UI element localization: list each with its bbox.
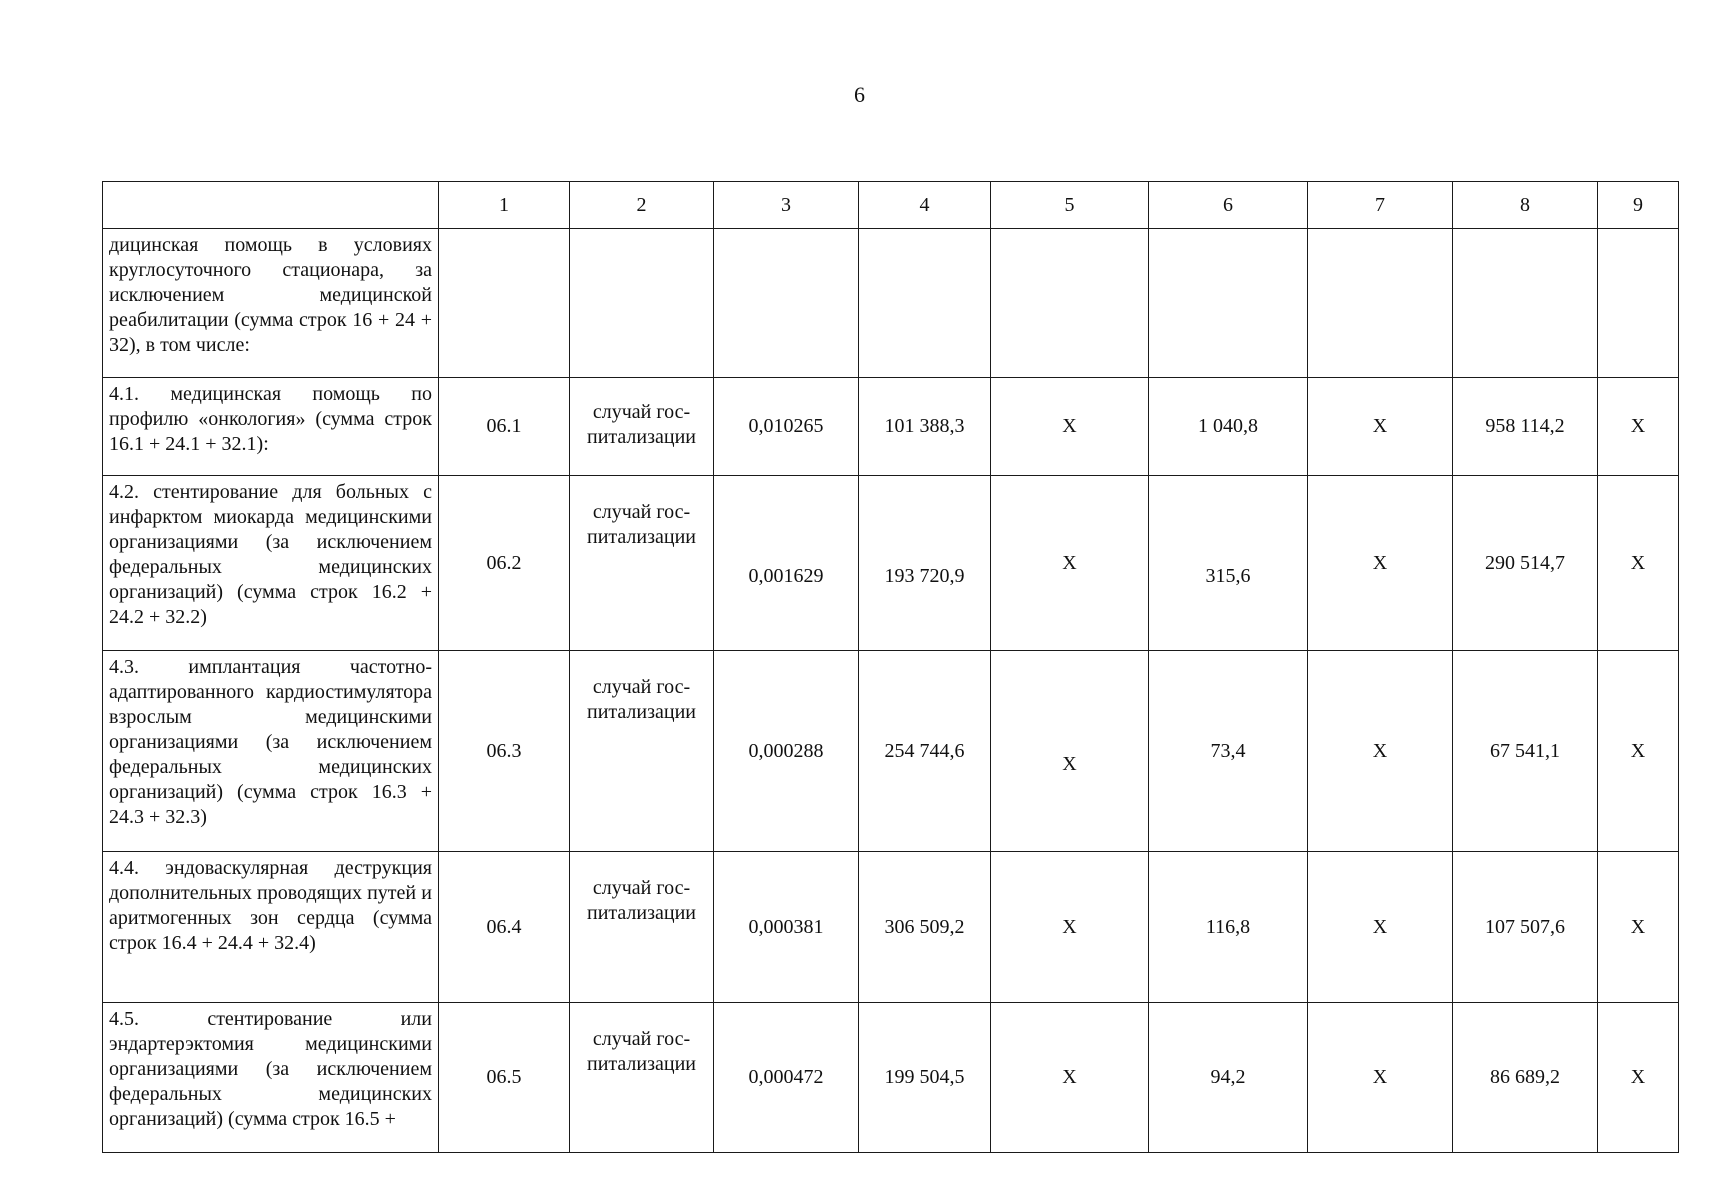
row-code-cell: 06.3 <box>439 651 570 852</box>
row-col7-cell <box>1308 229 1453 378</box>
column-header: 7 <box>1308 182 1453 229</box>
column-header: 2 <box>570 182 714 229</box>
row-unit-text: случай гос- питализации <box>586 501 696 548</box>
row-norm-cell: 0,001629 <box>714 476 859 651</box>
row-col9-cell <box>1598 229 1679 378</box>
row-col7-cell: X <box>1308 852 1453 1003</box>
row-col5-cell: X <box>991 378 1149 476</box>
row-code-cell <box>439 229 570 378</box>
table-row <box>103 1003 1679 1153</box>
row-col7-cell: X <box>1308 1003 1453 1153</box>
column-header: 6 <box>1149 182 1308 229</box>
row-unit-cell <box>570 476 714 651</box>
row-name-cell: 4.5. стентирование или эндартерэктомия медицинскими организациями (за исключением федеральных медицинских организаций) (сумма строк 16.5 + <box>103 1003 439 1153</box>
row-col5-cell: X <box>991 852 1149 1003</box>
row-col6-cell: 116,8 <box>1149 852 1308 1003</box>
row-norm-cell <box>714 229 859 378</box>
row-unit-text: случай гос- питализации <box>586 676 696 723</box>
column-header: 1 <box>439 182 570 229</box>
table-row <box>103 651 1679 852</box>
row-col7-cell: X <box>1308 476 1453 651</box>
row-col7-cell: X <box>1308 378 1453 476</box>
row-col8-cell: 958 114,2 <box>1453 378 1598 476</box>
row-unit-cell <box>570 651 714 852</box>
row-unit-cell <box>570 1003 714 1153</box>
row-col6-cell <box>1149 229 1308 378</box>
row-name-cell: 4.1. медицинская помощь по профилю «онкология» (сумма строк 16.1 + 24.1 + 32.1): <box>103 378 439 476</box>
row-cost-cell: 101 388,3 <box>859 378 991 476</box>
row-unit-cell <box>570 378 714 476</box>
row-cost-cell: 254 744,6 <box>859 651 991 852</box>
row-name-cell: 4.4. эндоваскулярная деструкция дополнительных проводящих путей и аритмогенных зон сердца (сумма строк 16.4 + 24.4 + 32.4) <box>103 852 439 1003</box>
table-row <box>103 229 1679 378</box>
row-col8-cell: 67 541,1 <box>1453 651 1598 852</box>
table-row <box>103 476 1679 651</box>
row-col9-cell: X <box>1598 651 1679 852</box>
table-row <box>103 378 1679 476</box>
row-code-cell: 06.1 <box>439 378 570 476</box>
row-col6-cell: 1 040,8 <box>1149 378 1308 476</box>
row-name-cell: дицинская помощь в условиях круглосуточного стационара, за исключением медицинской реабилитации (сумма строк 16 + 24 + 32), в том числе: <box>103 229 439 378</box>
row-norm-cell: 0,000288 <box>714 651 859 852</box>
row-name-cell: 4.3. имплантация частотно-адаптированного кардиостимулятора взрослым медицинскими организациями (за исключением федеральных медицинских организаций) (сумма строк 16.3 + 24.3 + 32.3) <box>103 651 439 852</box>
row-cost-cell <box>859 229 991 378</box>
row-col5-cell: X <box>991 476 1149 651</box>
row-code-cell: 06.2 <box>439 476 570 651</box>
row-col8-cell: 86 689,2 <box>1453 1003 1598 1153</box>
column-header: 8 <box>1453 182 1598 229</box>
column-header: 3 <box>714 182 859 229</box>
row-col9-cell: X <box>1598 378 1679 476</box>
row-cost-cell: 199 504,5 <box>859 1003 991 1153</box>
column-header: 5 <box>991 182 1149 229</box>
row-cost-cell: 306 509,2 <box>859 852 991 1003</box>
row-col8-cell: 290 514,7 <box>1453 476 1598 651</box>
row-code-cell: 06.5 <box>439 1003 570 1153</box>
row-cost-cell: 193 720,9 <box>859 476 991 651</box>
row-col8-cell: 107 507,6 <box>1453 852 1598 1003</box>
row-unit-cell <box>570 852 714 1003</box>
row-col9-cell: X <box>1598 476 1679 651</box>
row-col8-cell <box>1453 229 1598 378</box>
row-unit-text: случай гос- питализации <box>586 401 696 448</box>
row-unit-text: случай гос- питализации <box>586 1028 696 1075</box>
data-table <box>102 181 1679 1153</box>
row-col9-cell: X <box>1598 1003 1679 1153</box>
row-col9-cell: X <box>1598 852 1679 1003</box>
column-header: 4 <box>859 182 991 229</box>
row-col5-cell: X <box>991 651 1149 852</box>
row-unit-cell <box>570 229 714 378</box>
row-code-cell: 06.4 <box>439 852 570 1003</box>
row-col6-cell: 94,2 <box>1149 1003 1308 1153</box>
table-header-row <box>103 182 1679 229</box>
row-col6-cell: 315,6 <box>1149 476 1308 651</box>
row-norm-cell: 0,000381 <box>714 852 859 1003</box>
row-norm-cell: 0,010265 <box>714 378 859 476</box>
row-norm-cell: 0,000472 <box>714 1003 859 1153</box>
row-col5-cell: X <box>991 1003 1149 1153</box>
page-number: 6 <box>854 82 865 107</box>
table-row <box>103 852 1679 1003</box>
row-unit-text: случай гос- питализации <box>586 877 696 924</box>
column-header <box>103 182 439 229</box>
row-col6-cell: 73,4 <box>1149 651 1308 852</box>
row-col7-cell: X <box>1308 651 1453 852</box>
row-col5-cell <box>991 229 1149 378</box>
row-name-cell: 4.2. стентирование для больных с инфарктом миокарда медицинскими организациями (за исключением федеральных медицинских организаций) (сумма строк 16.2 + 24.2 + 32.2) <box>103 476 439 651</box>
column-header: 9 <box>1598 182 1679 229</box>
